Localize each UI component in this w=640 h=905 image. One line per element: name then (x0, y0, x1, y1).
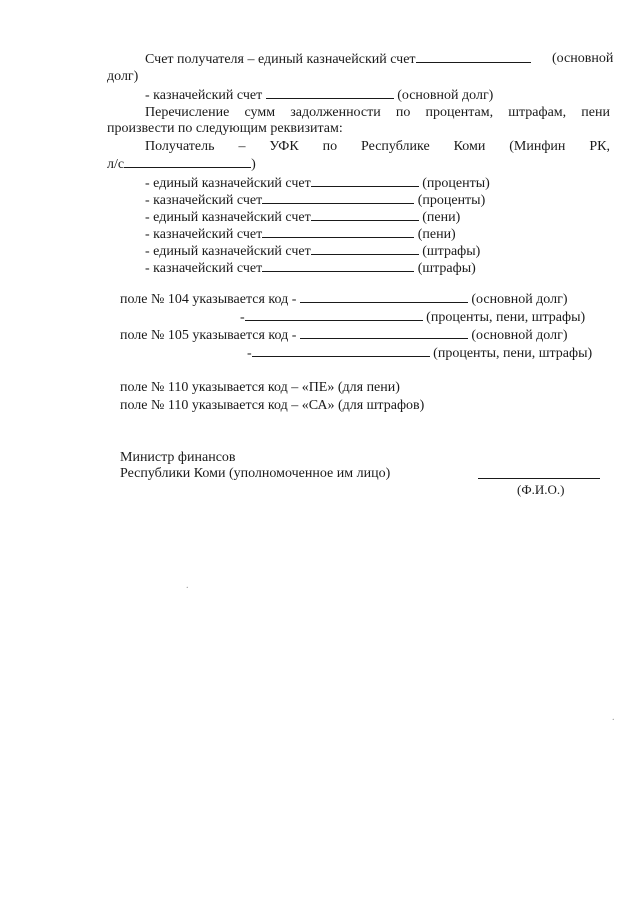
blank-field (311, 174, 419, 187)
blank-field (262, 259, 414, 272)
blank-field (311, 208, 419, 221)
scan-mark: . (612, 712, 615, 723)
field-105-suffix: (основной долг) (471, 328, 568, 343)
principal-suffix: (основной (552, 51, 614, 66)
ls-close: ) (251, 157, 256, 172)
field-105-label: поле № 105 указывается код - (120, 328, 297, 343)
account-label: - единый казначейский счет (145, 210, 311, 225)
account-label: - единый казначейский счет (145, 176, 311, 191)
field-110-fine-line: поле № 110 указывается код – «СА» (для штрафов) (120, 398, 425, 413)
account-row (145, 242, 480, 260)
field-104-label: поле № 104 указывается код - (120, 292, 297, 307)
transfer-text: Перечисление сумм задолженности по процентам, штрафам, пени (145, 105, 610, 120)
ls-label: л/с (107, 157, 125, 172)
signature-title-line1: Министр финансов (120, 450, 236, 465)
field-104-sub-suffix: (проценты, пени, штрафы) (426, 310, 586, 325)
blank-field (252, 344, 430, 357)
signature-fio-label: (Ф.И.О.) (517, 482, 565, 497)
account-suffix: (проценты) (422, 176, 490, 191)
blank-field (416, 50, 531, 63)
transfer-paragraph-line2: произвести по следующим реквизитам: (107, 121, 343, 136)
account-label: - казначейский счет (145, 227, 263, 242)
signature-line (478, 478, 600, 479)
transfer-paragraph-line1 (145, 104, 610, 121)
account-label: - казначейский счет (145, 261, 263, 276)
treasury-account-line (145, 86, 493, 104)
field-105-line (120, 326, 568, 344)
account-row (145, 174, 490, 192)
blank-field (266, 86, 394, 99)
account-row (145, 191, 485, 209)
account-suffix: (проценты) (417, 193, 486, 208)
blank-field (300, 290, 468, 303)
treasury-account-suffix: (основной долг) (397, 88, 494, 103)
field-105-sub-suffix: (проценты, пени, штрафы) (433, 346, 593, 361)
account-row (145, 259, 476, 277)
recipient-line (145, 138, 610, 155)
account-row (145, 208, 460, 226)
blank-field (262, 225, 414, 238)
recipient-account-line (145, 50, 531, 68)
scan-mark: . (186, 580, 189, 591)
dash: - (240, 310, 245, 325)
field-104-line (120, 290, 568, 308)
account-suffix: (пени) (422, 210, 461, 225)
blank-field (311, 242, 419, 255)
blank-field (262, 191, 414, 204)
field-104-sub-line (240, 308, 585, 326)
account-suffix: (штрафы) (422, 244, 481, 259)
account-suffix: (пени) (417, 227, 456, 242)
principal-suffix-cont: долг) (107, 69, 139, 84)
recipient-text: Получатель – УФК по Республике Коми (Минфин РК, (145, 139, 610, 154)
field-104-suffix: (основной долг) (471, 292, 568, 307)
field-110-penalty-line: поле № 110 указывается код – «ПЕ» (для пени) (120, 380, 400, 395)
treasury-account-label: - казначейский счет (145, 88, 263, 103)
field-105-sub-line (247, 344, 592, 362)
blank-field (124, 155, 251, 168)
blank-field (245, 308, 423, 321)
account-row (145, 225, 456, 243)
personal-account-line (107, 155, 256, 173)
account-suffix: (штрафы) (417, 261, 476, 276)
signature-title-line2: Республики Коми (уполномоченное им лицо) (120, 466, 391, 481)
account-label: - казначейский счет (145, 193, 263, 208)
recipient-account-label: Счет получателя – единый казначейский счет (145, 52, 416, 67)
dash: - (247, 346, 252, 361)
account-label: - единый казначейский счет (145, 244, 311, 259)
blank-field (300, 326, 468, 339)
